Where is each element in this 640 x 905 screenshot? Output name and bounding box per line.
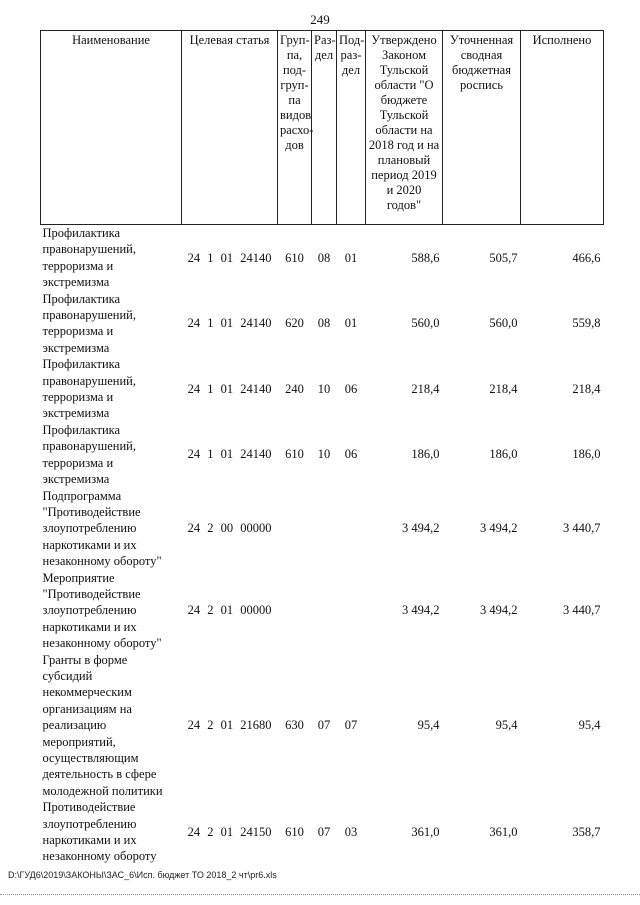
row-name: Профилактика правонарушений, терроризма и экстремизма bbox=[42, 357, 136, 421]
row-name: Профилактика правонарушений, терроризма и экстремизма bbox=[42, 226, 136, 290]
table-row bbox=[41, 225, 604, 291]
row-name: Гранты в форме субсидий некоммерческим организациям на реализацию мероприятий, осуществляющим деятельность в сфере молодежной политики bbox=[42, 652, 163, 798]
row-approved: 3 494,2 bbox=[402, 521, 440, 536]
budget-table-container bbox=[40, 30, 603, 865]
row-group: 610 bbox=[285, 250, 304, 265]
row-subsection: 03 bbox=[344, 824, 358, 839]
row-article: 24 2 01 21680 bbox=[187, 718, 272, 733]
row-section: 08 bbox=[317, 316, 331, 331]
row-name: Противодействие злоупотреблению наркотиками и их незаконному обороту bbox=[42, 800, 157, 864]
row-group bbox=[278, 488, 312, 570]
row-executed: 218,4 bbox=[572, 381, 601, 396]
row-refined: 95,4 bbox=[495, 718, 518, 733]
row-group: 620 bbox=[285, 316, 304, 331]
row-article: 24 1 01 24140 bbox=[187, 447, 272, 462]
header-name: Наименование bbox=[41, 31, 182, 225]
page-number: 249 bbox=[310, 12, 330, 27]
row-article: 24 1 01 24140 bbox=[187, 316, 272, 331]
row-executed: 358,7 bbox=[572, 824, 601, 839]
header-section: Раз-дел bbox=[312, 31, 337, 225]
table-row bbox=[41, 570, 604, 652]
bottom-divider bbox=[0, 894, 640, 895]
file-path-footer: D:\ГУД6\2019\ЗАКОНЫ\ЗАС_6\Исп. бюджет ТО 2018_2 чт\pr6.xls bbox=[8, 870, 277, 880]
row-executed: 186,0 bbox=[572, 447, 601, 462]
table-row bbox=[41, 356, 604, 422]
row-executed: 3 440,7 bbox=[563, 603, 601, 618]
row-subsection: 07 bbox=[344, 718, 358, 733]
row-group bbox=[278, 570, 312, 652]
row-refined: 361,0 bbox=[489, 824, 518, 839]
row-name: Профилактика правонарушений, терроризма и экстремизма bbox=[42, 422, 136, 487]
row-section: 07 bbox=[317, 718, 331, 733]
row-refined: 3 494,2 bbox=[480, 521, 518, 536]
row-group: 630 bbox=[285, 718, 304, 733]
row-refined: 505,7 bbox=[489, 250, 518, 265]
row-article: 24 2 01 00000 bbox=[187, 603, 272, 618]
row-group: 610 bbox=[285, 447, 304, 462]
row-article: 24 1 01 24140 bbox=[187, 381, 272, 396]
header-approved: Утверждено Законом Тульской области "О бюджете Тульской области на 2018 год и на плановый период 2019 и 2020 годов" bbox=[366, 31, 443, 225]
header-target-article: Целевая статья bbox=[182, 31, 278, 225]
row-approved: 588,6 bbox=[411, 250, 440, 265]
row-name: Профилактика правонарушений, терроризма и экстремизма bbox=[42, 291, 136, 355]
row-name: Мероприятие "Противодействие злоупотреблению наркотиками и их незаконному обороту" bbox=[42, 570, 162, 651]
budget-table bbox=[40, 30, 604, 865]
row-subsection bbox=[337, 488, 366, 570]
row-group: 610 bbox=[285, 824, 304, 839]
row-approved: 3 494,2 bbox=[402, 603, 440, 618]
table-row bbox=[41, 291, 604, 357]
row-section: 10 bbox=[317, 447, 331, 462]
row-executed: 466,6 bbox=[572, 250, 601, 265]
row-refined: 3 494,2 bbox=[480, 603, 518, 618]
header-expense-group: Груп-па, под-груп-па видов расхо-дов bbox=[278, 31, 312, 225]
row-executed: 95,4 bbox=[578, 718, 601, 733]
header-refined: Уточненная сводная бюджетная роспись bbox=[443, 31, 521, 225]
row-article: 24 2 00 00000 bbox=[187, 521, 272, 536]
row-section bbox=[312, 488, 337, 570]
row-subsection: 06 bbox=[344, 381, 358, 396]
row-subsection: 01 bbox=[344, 250, 358, 265]
row-section: 08 bbox=[317, 250, 331, 265]
row-approved: 218,4 bbox=[411, 381, 440, 396]
table-row bbox=[41, 488, 604, 570]
row-subsection: 06 bbox=[344, 447, 358, 462]
row-name: Подпрограмма "Противодействие злоупотреблению наркотиками и их незаконному обороту" bbox=[42, 488, 162, 569]
row-article: 24 1 01 24140 bbox=[187, 250, 272, 265]
row-subsection: 01 bbox=[344, 316, 358, 331]
row-approved: 186,0 bbox=[411, 447, 440, 462]
row-refined: 186,0 bbox=[489, 447, 518, 462]
row-approved: 560,0 bbox=[411, 316, 440, 331]
table-body bbox=[41, 225, 604, 865]
header-executed: Исполнено bbox=[521, 31, 604, 225]
table-header bbox=[41, 31, 604, 225]
table-row bbox=[41, 652, 604, 800]
row-section bbox=[312, 570, 337, 652]
row-executed: 3 440,7 bbox=[563, 521, 601, 536]
row-subsection bbox=[337, 570, 366, 652]
row-article: 24 2 01 24150 bbox=[187, 824, 272, 839]
row-section: 07 bbox=[317, 824, 331, 839]
row-approved: 361,0 bbox=[411, 824, 440, 839]
row-executed: 559,8 bbox=[572, 316, 601, 331]
table-row bbox=[41, 799, 604, 865]
row-refined: 218,4 bbox=[489, 381, 518, 396]
row-approved: 95,4 bbox=[417, 718, 440, 733]
row-refined: 560,0 bbox=[489, 316, 518, 331]
table-row bbox=[41, 422, 604, 488]
header-subsection: Под-раз-дел bbox=[337, 31, 366, 225]
row-group: 240 bbox=[285, 381, 304, 396]
row-section: 10 bbox=[317, 381, 331, 396]
